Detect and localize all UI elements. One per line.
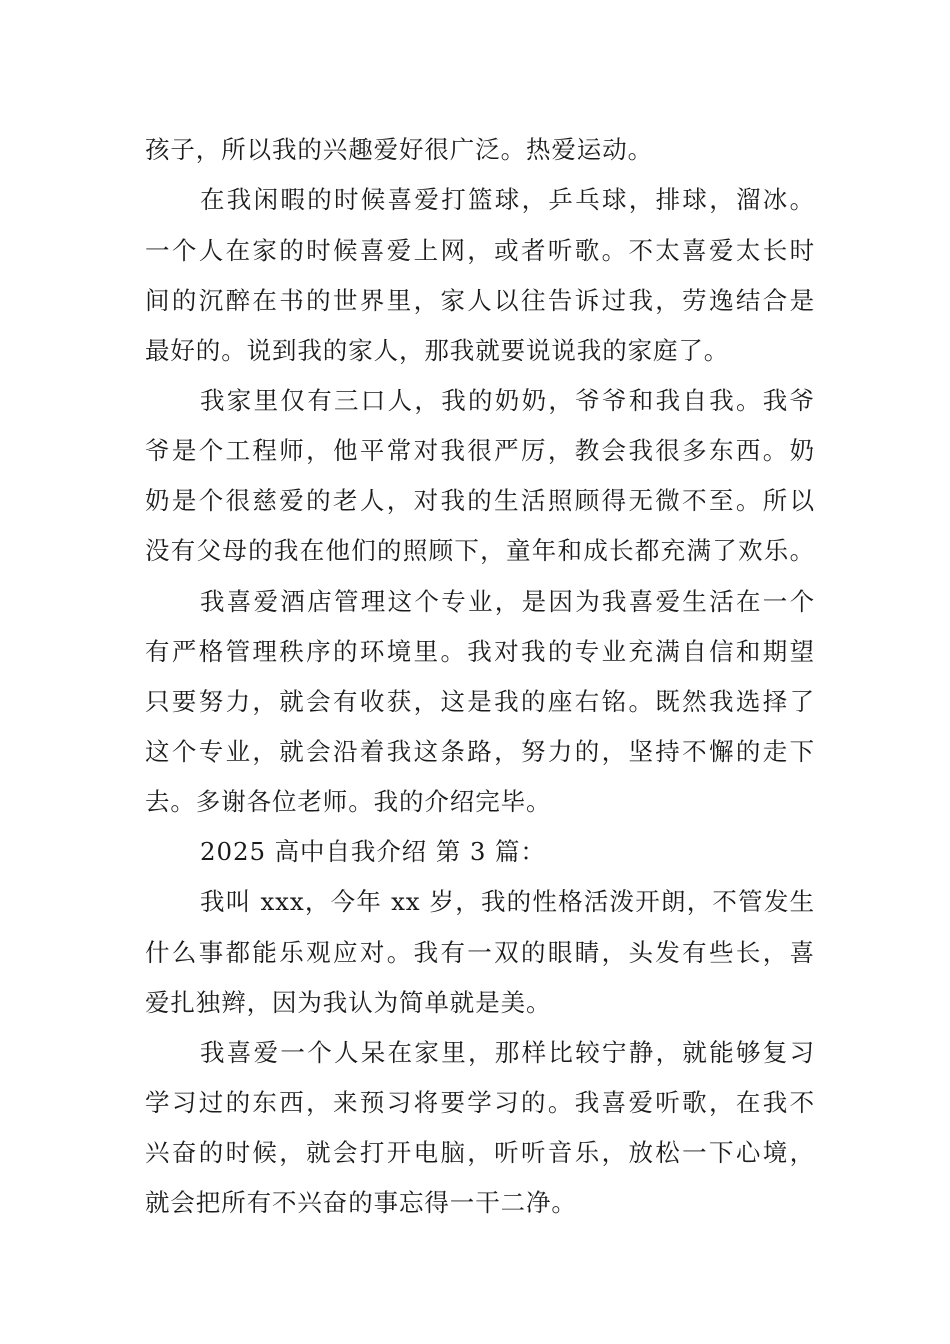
text-line: 一个人在家的时候喜爱上网，或者听歌。不太喜爱太长时 [145,236,815,265]
text-line: 我叫 xxx，今年 xx 岁，我的性格活泼开朗，不管发生 [200,887,815,916]
text-line: 间的沉醉在书的世界里，家人以往告诉过我，劳逸结合是 [145,286,815,315]
text-line: 只要努力，就会有收获，这是我的座右铭。既然我选择了 [145,687,815,716]
text-line: 有严格管理秩序的环境里。我对我的专业充满自信和期望 [145,637,815,666]
text-line: 没有父母的我在他们的照顾下，童年和成长都充满了欢乐。 [145,536,815,565]
text-line: 我家里仅有三口人，我的奶奶，爷爷和我自我。我爷 [200,386,815,415]
text-line: 就会把所有不兴奋的事忘得一干二净。 [145,1188,577,1217]
text-line: 去。多谢各位老师。我的介绍完毕。 [145,787,552,816]
text-line: 奶是个很慈爱的老人，对我的生活照顾得无微不至。所以 [145,486,815,515]
text-line: 我喜爱一个人呆在家里，那样比较宁静，就能够复习 [200,1038,815,1067]
section-heading: 2025 高中自我介绍 第 3 篇： [200,837,546,866]
text-line: 这个专业，就会沿着我这条路，努力的，坚持不懈的走下 [145,737,815,766]
text-line: 最好的。说到我的家人，那我就要说说我的家庭了。 [145,336,730,365]
text-line: 兴奋的时候，就会打开电脑，听听音乐，放松一下心境， [145,1138,815,1167]
text-line: 我喜爱酒店管理这个专业，是因为我喜爱生活在一个 [200,587,815,616]
text-line: 爷是个工程师，他平常对我很严厉，教会我很多东西。奶 [145,436,815,465]
text-line: 孩子，所以我的兴趣爱好很广泛。热爱运动。 [145,135,653,164]
text-line: 爱扎独辫，因为我认为简单就是美。 [145,988,552,1017]
text-line: 在我闲暇的时候喜爱打篮球，乒乓球，排球，溜冰。 [200,185,815,214]
text-line: 学习过的东西，来预习将要学习的。我喜爱听歌，在我不 [145,1088,815,1117]
text-line: 什么事都能乐观应对。我有一双的眼睛，头发有些长，喜 [145,938,815,967]
